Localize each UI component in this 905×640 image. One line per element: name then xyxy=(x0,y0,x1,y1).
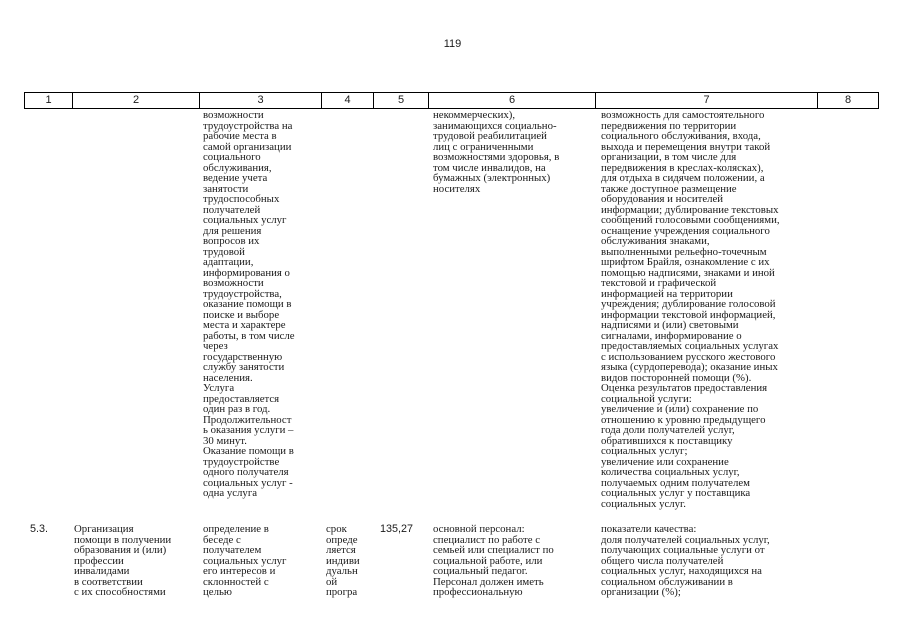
header-col-5: 5 xyxy=(373,93,428,108)
row-5-3-description: определение в беседе с получателем социальных услуг его интересов и склонностей с целью xyxy=(203,524,287,598)
row-5-3-tariff: 135,27 xyxy=(380,524,414,535)
row-5-3-quality: показатели качества: доля получателей социальных услуг, получающих социальные услуги от общего числа получателей социальных услуг, находящихся на социальном обслуживании в организации (%); xyxy=(601,524,770,598)
row-5-3-service-name: Организация помощи в получении образования и (или) профессии инвалидами в соответствии с их способностями xyxy=(74,524,172,598)
header-col-7: 7 xyxy=(595,93,817,108)
header-col-6: 6 xyxy=(428,93,595,108)
header-col-2: 2 xyxy=(72,93,199,108)
page-number: 119 xyxy=(443,38,462,50)
header-col-3: 3 xyxy=(199,93,321,108)
table-header-row xyxy=(24,92,879,109)
header-col-4: 4 xyxy=(321,93,373,108)
header-col-1: 1 xyxy=(45,94,52,106)
cont-row-col7-quality: возможность для самостоятельного передвижения по территории социального обслуживания, входа, выхода и перемещения внутри такой организации, в том числе для передвижения в креслах-колясках), для отдыха в сидячем положении, а также доступное размещение оборудования и носителей информации; дублирование текстовых сообщений голосовыми сообщениями, оснащение учреждения социального обслуживания знаками, выполненными рельефно-точечным шрифтом Брайля, ознакомление с их помощью надписями, знаками и иной текстовой и графической информацией на территории учреждения; дублирование голосовой информации текстовой информацией, надписями и (или) световыми сигналами, информирование о предоставляемых социальных услугах с использованием русского жестового языка (сурдоперевода); оказание иных видов посторонней помощи (%). Оценка результатов предоставления социальной услуги: увеличение и (или) сохранение по отношению к уровню предыдущего года доли получателей услуг, обратившихся к поставщику социальных услуг; увеличение или сохранение количества социальных услуг, получаемых одним получателем социальных услуг у поставщика социальных услуг. xyxy=(601,110,780,510)
row-5-3-number: 5.3. xyxy=(30,524,49,535)
row-5-3-staff: основной персонал: специалист по работе с семьей или специалист по социальной работе, или социальный педагог. Персонал должен иметь профессиональную xyxy=(433,524,554,598)
cont-row-col6-staff: некоммерческих), занимающихся социально- трудовой реабилитацией лиц с ограниченными возможностями здоровья, в том числе инвалидов, на бумажных (электронных) носителях xyxy=(433,110,560,195)
row-5-3-term: срок опреде ляется индиви дуальн ой програ xyxy=(326,524,360,598)
header-col-8: 8 xyxy=(817,93,878,108)
cont-row-col3-description: возможности трудоустройства на рабочие места в самой организации социального обслуживания, ведение учета занятости трудоспособных получателей социальных услуг для решения вопросов их трудовой адаптации, информирования о возможности трудоустройства, оказание помощи в поиске и выборе места и характере работы, в том числе через государственную службу занятости населения. Услуга предоставляется один раз в год. Продолжительност ь оказания услуги – 30 минут. Оказание помощи в трудоустройстве одного получателя социальных услуг - одна услуга xyxy=(203,110,295,499)
